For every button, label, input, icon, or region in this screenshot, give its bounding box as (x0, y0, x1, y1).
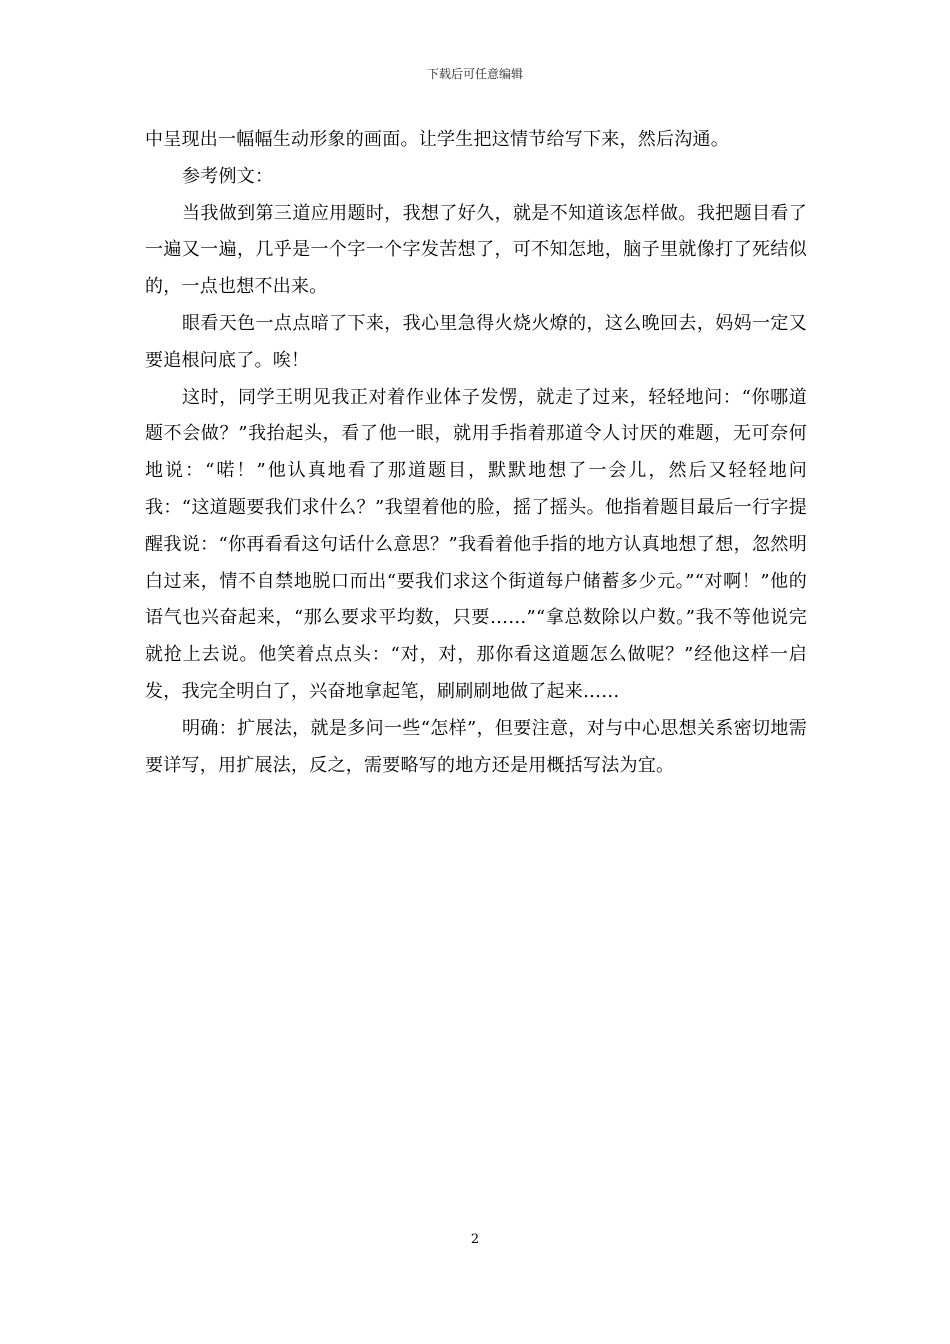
paragraph-example-2: 眼看天色一点点暗了下来，我心里急得火烧火燎的，这么晚回去，妈妈一定又要追根问底了。唉！ (145, 312, 807, 371)
paragraph-example-1: 当我做到第三道应用题时，我想了好久，就是不知道该怎样做。我把题目看了一遍又一遍，几乎是一个字一个字发苦想了，可不知怎地，脑子里就像打了死结似的，一点也想不出来。 (145, 202, 807, 298)
page-header: 下载后可任意编辑 (426, 67, 523, 81)
paragraph-example-3: 这时，同学王明见我正对着作业体子发愣，就走了过来，轻轻地问：“你哪道题不会做？”我抬起头，看了他一眼，就用手指着那道令人讨厌的难题，无可奈何地说：“喏！”他认真地看了那道题目，默默地想了一会儿，然后又轻轻地问我：“这道题要我们求什么？”我望着他的脸，摇了摇头。他指着题目最后一行字提醒我说：“你再看看这句话什么意思？”我看着他手指的地方认真地想了想，忽然明白过来，情不自禁地脱口而出“要我们求这个街道每户储蓄多少元。”“对啊！”他的语气也兴奋起来，“那么要求平均数，只要……”“拿总数除以户数。”我不等他说完就抢上去说。他笑着点点头：“对，对，那你看这道题怎么做呢？”经他这样一启发，我完全明白了，兴奋地拿起笔，刷刷刷地做了起来…… (145, 386, 807, 702)
paragraph-clarification: 明确：扩展法，就是多问一些“怎样”，但要注意，对与中心思想关系密切地需要详写，用扩展法，反之，需要略写的地方还是用概括写法为宜。 (145, 717, 807, 776)
paragraph-example-heading: 参考例文： (182, 165, 274, 187)
paragraph-continuation: 中呈现出一幅幅生动形象的画面。让学生把这情节给写下来，然后沟通。 (145, 129, 729, 150)
page-number: 2 (470, 1232, 480, 1247)
document-body (145, 122, 807, 784)
